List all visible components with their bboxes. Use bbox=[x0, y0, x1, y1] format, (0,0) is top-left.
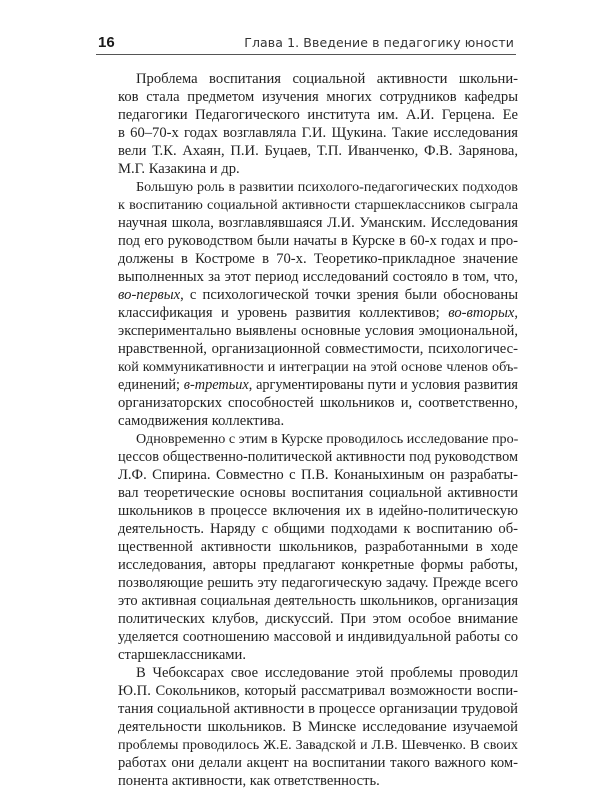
text-run: политических клубов, дискуссий. При этом особое внимание bbox=[118, 611, 518, 627]
header-rule bbox=[96, 54, 516, 55]
text-line bbox=[118, 70, 518, 88]
text-run: В Чебоксарах свое исследование этой проблемы проводил bbox=[136, 665, 518, 681]
text-line bbox=[118, 448, 518, 466]
text-run: , с психологической точки зрения были обоснованы bbox=[180, 287, 518, 303]
text-line bbox=[118, 538, 518, 556]
text-line bbox=[118, 556, 518, 574]
paragraph bbox=[118, 430, 518, 664]
text-line bbox=[118, 646, 518, 664]
italic-text: во-вторых bbox=[448, 305, 515, 321]
text-run: научная школа, возглавлявшаяся Л.И. Уманским. Исследования bbox=[118, 215, 518, 231]
text-run: , bbox=[514, 305, 518, 321]
text-run: выполненных за этот период исследований состояло в том, что, bbox=[118, 269, 518, 285]
running-title: Глава 1. Введение в педагогику юности bbox=[244, 35, 514, 50]
text-run: проблемы проводилось Ж.Е. Завадской и Л.В. Шевченко. В своих bbox=[118, 737, 518, 753]
text-run: старшеклассниками. bbox=[118, 647, 246, 663]
text-run: Ю.П. Сокольников, который рассматривал возможности воспи- bbox=[118, 683, 518, 699]
text-line bbox=[118, 502, 518, 520]
text-run: Проблема воспитания социальной активности школьни- bbox=[136, 71, 518, 87]
text-run: должены в Костроме в 70-х. Теоретико-прикладное значение bbox=[118, 251, 518, 267]
text-line bbox=[118, 484, 518, 502]
text-run: нравственной, организационной совместимости, психологичес- bbox=[118, 341, 518, 357]
text-line bbox=[118, 664, 518, 682]
text-line bbox=[118, 88, 518, 106]
text-run: щественной активности школьников, разработанными в ходе bbox=[118, 539, 518, 555]
page-number: 16 bbox=[98, 34, 115, 51]
text-run: деятельности школьников. В Минске исследование изучаемой bbox=[118, 719, 518, 735]
page-header bbox=[96, 32, 516, 58]
text-run: это активная социальная деятельность школьников, организация bbox=[118, 593, 518, 609]
text-run: исследования, авторы предлагают конкретные формы работы, bbox=[118, 557, 518, 573]
text-line bbox=[118, 268, 518, 286]
text-run: вал теоретические основы воспитания социальной активности bbox=[118, 485, 518, 501]
text-line bbox=[118, 340, 518, 358]
text-line bbox=[118, 106, 518, 124]
text-run: организаторских способностей школьников и, соответственно, bbox=[118, 395, 518, 411]
text-line bbox=[118, 160, 518, 178]
text-line bbox=[118, 610, 518, 628]
text-run: цессов общественно-политической активности под руководством bbox=[118, 449, 518, 465]
text-run: , аргументированы пути и условия развития bbox=[248, 377, 518, 393]
text-run: классификация и уровень развития коллективов; bbox=[118, 305, 449, 321]
text-run: работах они делали акцент на воспитании такого важного ком- bbox=[118, 755, 518, 771]
text-line bbox=[118, 142, 518, 160]
text-run: Большую роль в развитии психолого-педагогических подходов bbox=[136, 179, 518, 195]
text-run: единений; bbox=[118, 377, 184, 393]
text-line bbox=[118, 592, 518, 610]
text-run: кой коммуникативности и интеграции на этой основе членов объ- bbox=[118, 359, 518, 375]
paragraph bbox=[118, 70, 518, 178]
text-line bbox=[118, 736, 518, 754]
text-line bbox=[118, 232, 518, 250]
text-line bbox=[118, 358, 518, 376]
text-line bbox=[118, 682, 518, 700]
text-run: к воспитанию социальной активности старшеклассников сыграла bbox=[118, 197, 518, 213]
text-line bbox=[118, 304, 518, 322]
text-run: понента активности, как ответственность. bbox=[118, 773, 380, 789]
text-line bbox=[118, 772, 518, 790]
text-run: тания социальной активности в процессе организации трудовой bbox=[118, 701, 518, 717]
text-line bbox=[118, 178, 518, 196]
text-line bbox=[118, 196, 518, 214]
text-line bbox=[118, 250, 518, 268]
text-run: вели Т.К. Ахаян, П.И. Буцаев, Т.П. Иванченко, Ф.В. Зарянова, bbox=[118, 143, 518, 159]
text-line bbox=[118, 520, 518, 538]
italic-text: в-третьих bbox=[183, 377, 249, 393]
text-run: экспериментально выявлены основные условия эмоциональной, bbox=[118, 323, 518, 339]
text-line bbox=[118, 466, 518, 484]
text-line bbox=[118, 124, 518, 142]
text-run: школьников в процессе включения их в идейно-политическую bbox=[118, 503, 518, 519]
text-run: позволяющие решить эту педагогическую задачу. Прежде всего bbox=[118, 575, 518, 591]
text-run: в 60–70-х годах возглавляла Г.И. Щукина. Такие исследования bbox=[118, 125, 518, 141]
text-run: Одновременно с этим в Курске проводилось исследование про- bbox=[136, 431, 519, 447]
paragraph bbox=[118, 178, 518, 430]
text-line bbox=[118, 754, 518, 772]
text-line bbox=[118, 574, 518, 592]
text-run: М.Г. Казакина и др. bbox=[118, 161, 240, 177]
text-line bbox=[118, 286, 518, 304]
text-line bbox=[118, 214, 518, 232]
text-line bbox=[118, 718, 518, 736]
text-run: Л.Ф. Спирина. Совместно с П.В. Конаныхиным он разрабаты- bbox=[118, 467, 518, 483]
text-run: самодвижения коллектива. bbox=[118, 413, 285, 429]
text-line bbox=[118, 322, 518, 340]
italic-text: во-первых bbox=[118, 287, 181, 303]
text-run: ков стала предметом изучения многих сотрудников кафедры bbox=[118, 89, 518, 105]
body-text bbox=[118, 70, 518, 790]
text-line bbox=[118, 430, 518, 448]
text-line bbox=[118, 394, 518, 412]
text-run: деятельность. Наряду с общими подходами к воспитанию об- bbox=[118, 521, 518, 537]
text-run: педагогики Педагогического института им. А.И. Герцена. Ее bbox=[118, 107, 518, 123]
text-line bbox=[118, 412, 518, 430]
text-line bbox=[118, 700, 518, 718]
paragraph bbox=[118, 664, 518, 790]
text-run: под его руководством были начаты в Курске в 60-х годах и про- bbox=[118, 233, 518, 249]
text-line bbox=[118, 628, 518, 646]
text-run: уделяется соотношению массовой и индивидуальной работы со bbox=[118, 629, 518, 645]
text-line bbox=[118, 376, 518, 394]
